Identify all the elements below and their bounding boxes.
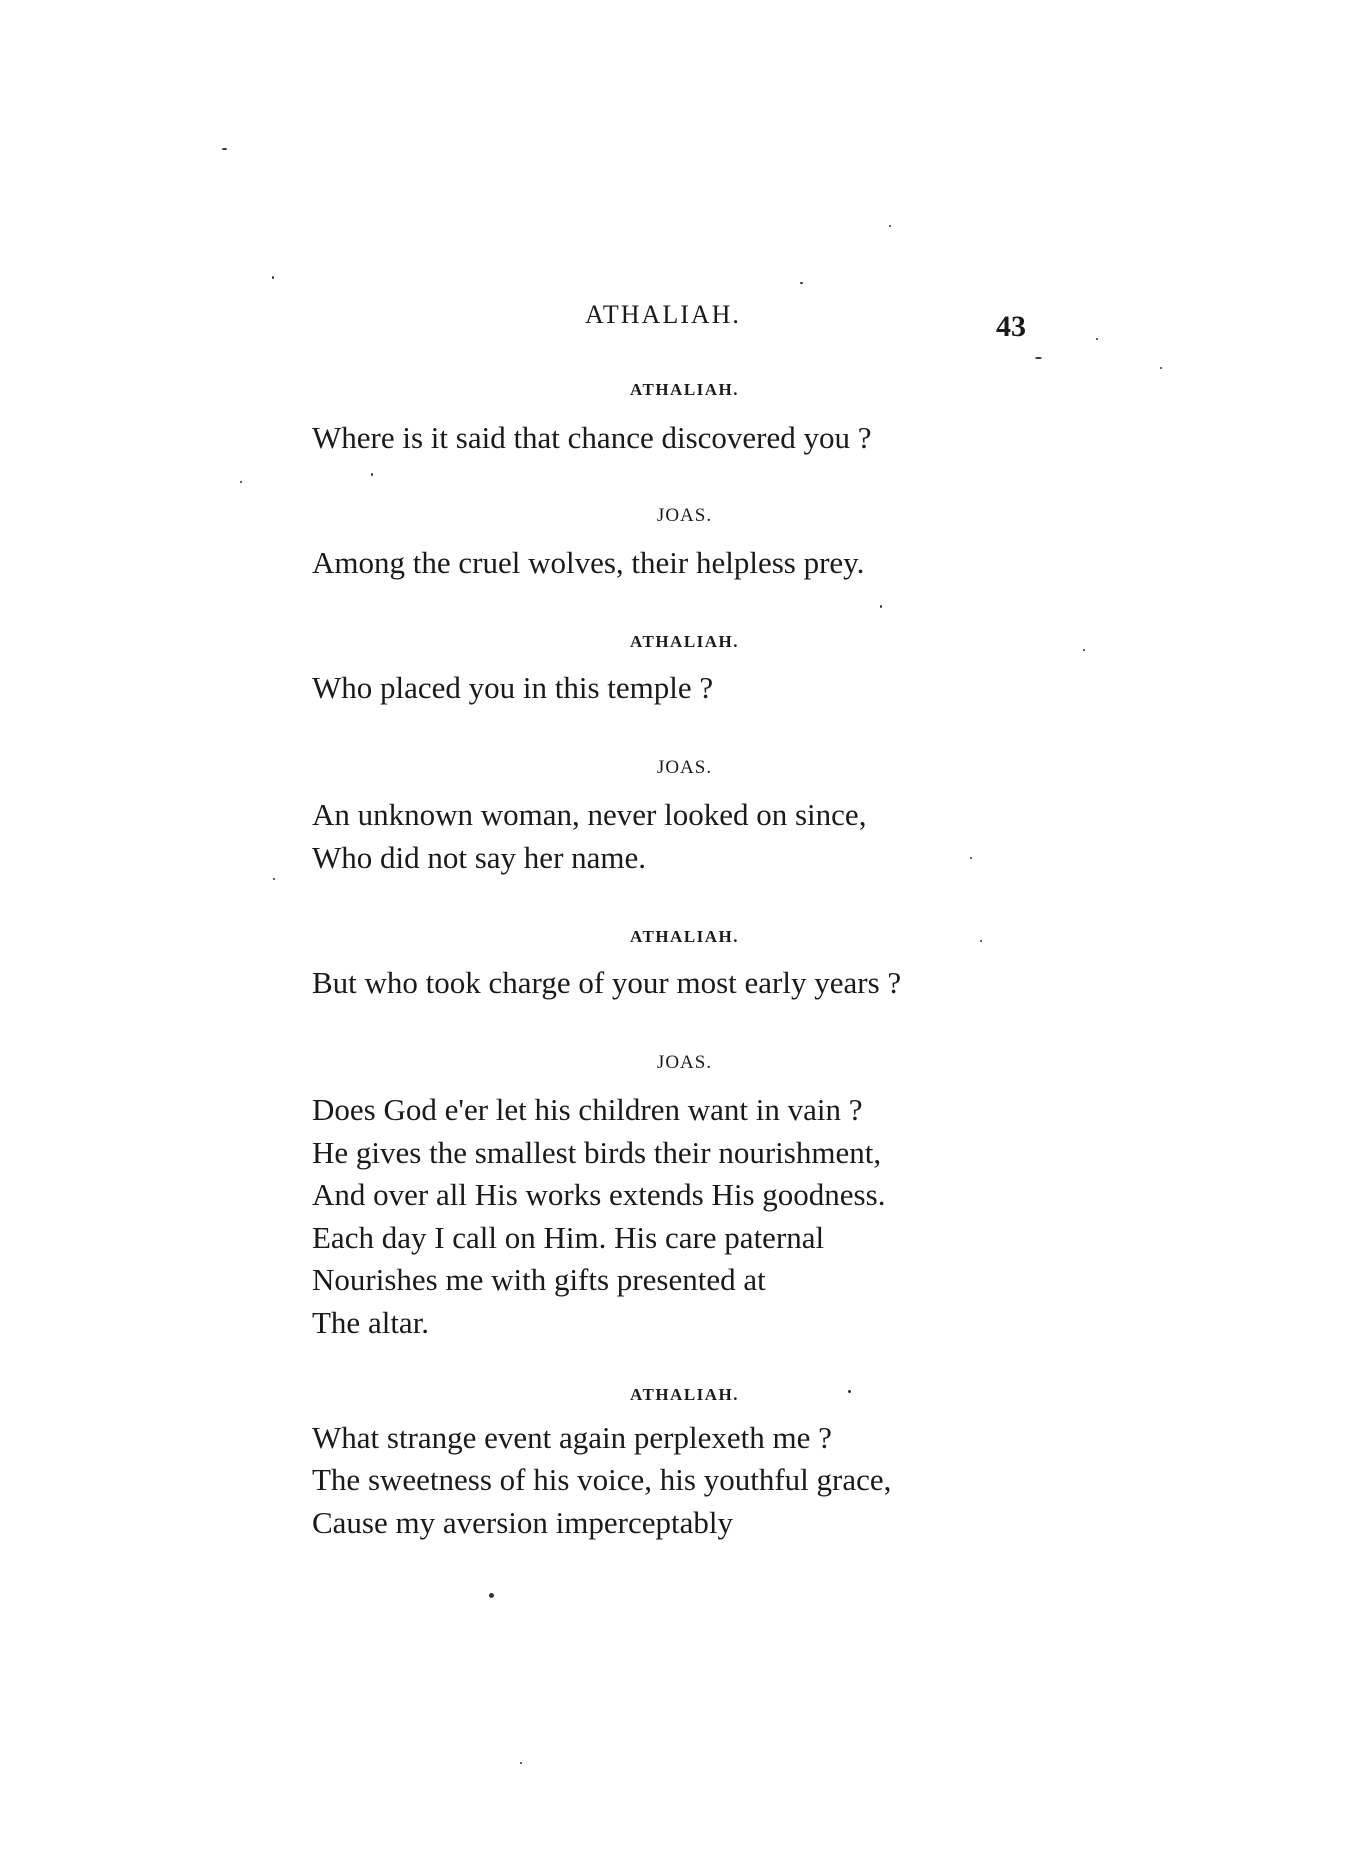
speaker-label: JOAS. <box>656 1052 713 1073</box>
verse-line: And over all His works extends His goodness. <box>312 1177 886 1212</box>
verse-line: Where is it said that chance discovered you ? <box>312 420 872 455</box>
scan-speck <box>371 473 373 476</box>
scan-speck <box>520 1762 522 1764</box>
scan-speck <box>1096 338 1098 340</box>
verse-line: Who placed you in this temple ? <box>312 670 714 705</box>
verse-line: Who did not say her name. <box>312 840 647 875</box>
scan-speck <box>489 1593 494 1598</box>
verse-line: But who took charge of your most early years ? <box>312 965 902 1000</box>
verse-line: Does God e'er let his children want in vain ? <box>312 1092 863 1127</box>
scan-speck <box>800 282 803 284</box>
running-title: ATHALIAH. <box>585 300 741 329</box>
scan-speck <box>222 148 227 150</box>
scan-speck <box>880 605 882 608</box>
running-head <box>0 300 1369 343</box>
scan-speck <box>848 1390 851 1393</box>
verse-line: What strange event again perplexeth me ? <box>312 1420 832 1455</box>
speaker-label: ATHALIAH. <box>629 380 740 399</box>
speaker-label: ATHALIAH. <box>629 632 740 651</box>
scan-speck <box>272 276 274 279</box>
verse-line: He gives the smallest birds their nourishment, <box>312 1135 882 1170</box>
scan-speck <box>240 481 242 483</box>
scan-speck <box>980 940 982 942</box>
scan-speck <box>1035 357 1042 359</box>
scan-speck <box>970 857 972 859</box>
scan-speck <box>1083 649 1085 651</box>
verse-line: Nourishes me with gifts presented at <box>312 1262 766 1297</box>
verse-line: Cause my aversion imperceptably <box>312 1505 733 1540</box>
speaker-label: ATHALIAH. <box>629 1385 740 1404</box>
verse-line: The sweetness of his voice, his youthful grace, <box>312 1462 892 1497</box>
speaker-label: ATHALIAH. <box>629 927 740 946</box>
scan-speck <box>273 878 275 880</box>
speaker-label: JOAS. <box>656 757 713 778</box>
verse-line: Each day I call on Him. His care paternal <box>312 1220 825 1255</box>
verse-line: An unknown woman, never looked on since, <box>312 797 867 832</box>
verse-line: Among the cruel wolves, their helpless prey. <box>312 545 865 580</box>
page-number: 43 <box>996 310 1026 343</box>
scan-speck <box>1160 367 1162 369</box>
scan-speck <box>889 225 891 227</box>
verse-line: The altar. <box>312 1305 430 1340</box>
speaker-label: JOAS. <box>656 505 713 526</box>
